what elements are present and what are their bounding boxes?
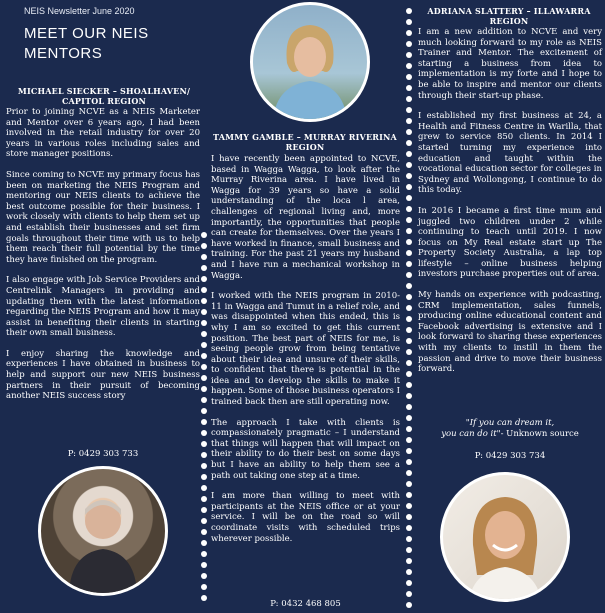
page-title: MEET OUR NEIS MENTORS (24, 25, 149, 62)
phone-adriana: P: 0429 303 734 (474, 451, 546, 461)
bio-paragraph: I also engage with Job Service Providers and Centrelink Managers in providing and updating them with the latest information regarding the NEIS Program and how it may assist in benefiting their clients in starting their own small business. (6, 275, 200, 339)
mentor-photo-michael (38, 466, 168, 596)
phone-tammy: P: 0432 468 805 (270, 599, 341, 609)
quote-source: - Unknown source (500, 429, 579, 439)
phone-michael: P: 0429 303 733 (67, 449, 139, 459)
mentor-bio-michael (6, 107, 200, 412)
bio-paragraph: The approach I take with clients is compassionately pragmatic – I understand that things will happen that will impact on their ability to do their best on some days but I have an ability to help them see a path out taking one step at a time. (211, 417, 400, 481)
mentor-photo-tammy (250, 2, 370, 122)
bio-paragraph: I have recently been appointed to NCVE, based in Wagga Wagga, to look after the Murray Riverina area. I have lived in Wagga for 39 years so have a solid understanding of the loca l area, challenges of regional living and, more importantly, the opportunities that people can create for themselves. Over the years I have worked in finance, small business and training. For the past 21 years my husband and I have run a mechanical workshop in Wagga. (211, 154, 400, 281)
portrait-icon (253, 5, 367, 119)
bio-paragraph: I am a new addition to NCVE and very much looking forward to my role as NEIS Trainer and Mentor. The excitement of starting a business from idea to implementation is my forte and I hope to be able to inspire and mentor our clients through their start-up phase. (418, 27, 602, 101)
divider-dots-right (406, 8, 412, 613)
quote-block (418, 418, 602, 440)
bio-paragraph: I am more than willing to meet with participants at the NEIS office or at your service. I will be on the road so will coordinate visits with scheduled trips wherever possible. (211, 491, 400, 544)
mentor-name-michael: MICHAEL SIECKER – SHOALHAVEN/ CAPITOL REGION (17, 86, 191, 106)
mentor-bio-adriana (418, 27, 602, 385)
bio-paragraph: My hands on experience with podcasting, CRM implementation, sales funnels, producing online educational content and Facebook advertising is extensive and I look forward to sharing these experiences with my clients to instill in them the passion and drive to move their business forward. (418, 290, 602, 375)
quote-line-2: you can do it" (441, 429, 501, 439)
mentor-name-tammy: TAMMY GAMBLE – MURRAY RIVERINA REGION (213, 132, 397, 152)
bio-paragraph: Prior to joining NCVE as a NEIS Marketer and Mentor over 6 years ago, I had been involved in the retail industry for over 20 years in various roles including sales and store manager positions. (6, 107, 200, 160)
portrait-icon (41, 469, 165, 593)
bio-paragraph: I worked with the NEIS program in 2010-11 in Wagga and Tumut in a relief role, and was disappointed when this ended, this is why I am so excited to get this current position. The best part of NEIS for me, is seeing people grow from being tentative about their idea and unsure of their skills, to confident that there is potential in the idea and to develop the skills to make it happen. Some of those business operators I trained back then are still operating now. (211, 291, 400, 408)
mentor-bio-tammy (211, 154, 400, 554)
quote-line-1: "If you can dream it, (465, 418, 555, 428)
newsletter-label: NEIS Newsletter June 2020 (24, 6, 135, 16)
portrait-icon (443, 475, 567, 599)
mentor-name-adriana: ADRIANA SLATTERY – ILLAWARRA REGION (427, 6, 591, 26)
bio-paragraph: In 2016 I became a first time mum and juggled two children under 2 while continuing to teach until 2019. I now focus on My Real estate start up The Property Society Australia, a lap top lifestyle – online business helping investors purchase properties out of area. (418, 205, 602, 280)
mentor-photo-adriana (440, 472, 570, 602)
divider-dots-left (201, 232, 207, 606)
bio-paragraph: I established my first business at 24, a Health and Fitness Centre in Warilla, that grew to service 850 clients. In 2014 I started turning my experience into education and taught within the vocational education sector for colleges in Sydney and Wollongong, I continue to do this today. (418, 111, 602, 196)
bio-paragraph: Since coming to NCVE my primary focus has been on marketing the NEIS Program and mentoring our NEIS clients to achieve the best outcome possible for their business. I work closely with clients to help them set up and establish their businesses and set firm goals throughout their time with us to help them reach their full potential by the time they have finished on the program. (6, 169, 200, 265)
bio-paragraph: I enjoy sharing the knowledge and experiences I have obtained in business to help and support our new NEIS business partners in their pursuit of becoming another NEIS success story (6, 348, 200, 402)
